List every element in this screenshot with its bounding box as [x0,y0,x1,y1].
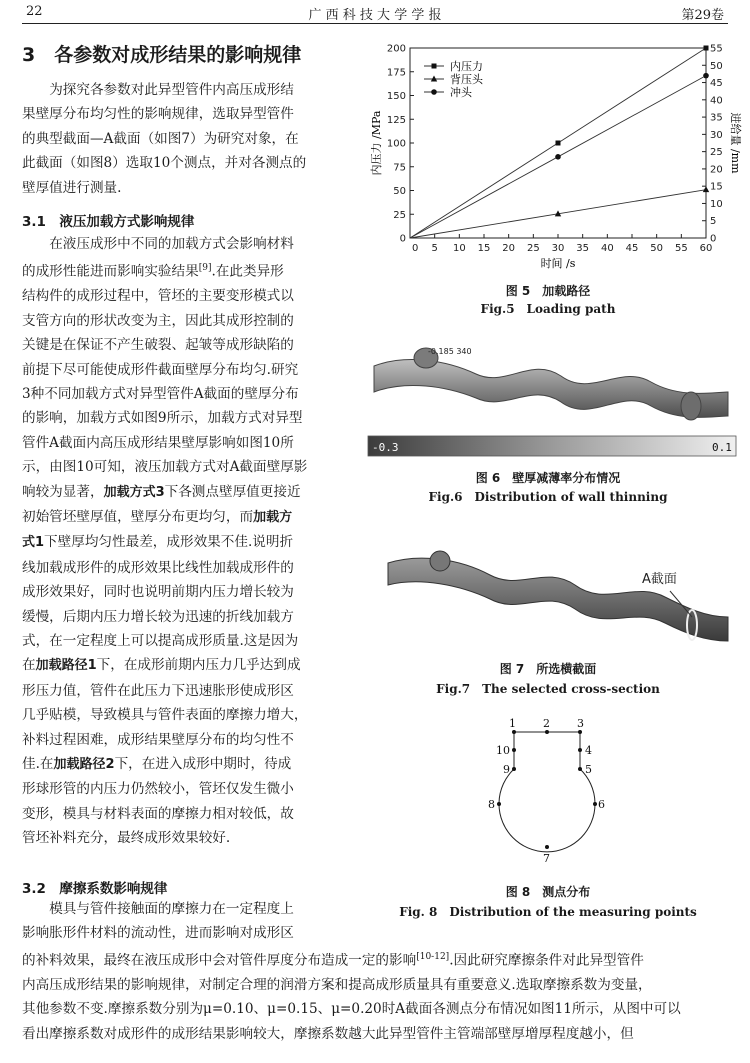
fig7-branch [430,551,450,571]
fig8-point-1 [512,730,516,734]
fig5-ytick-left-label: 25 [393,209,406,221]
fig5-series-1-point [556,141,561,146]
fig8-caption-en: Fig. 8 Distribution of the measuring points [399,905,697,919]
fig5-ylabel-right: 进给量 /mm [729,112,742,174]
fig5-ytick-right-label: 55 [710,43,723,55]
fig5-ytick-right-label: 5 [710,216,717,228]
fig8-points [497,730,597,849]
fig5-ytick-right-label: 40 [710,95,723,107]
fig8-point-7 [545,845,549,849]
fig5-xtick-label: 55 [674,243,688,254]
fig5-xlabel: 时间 /s [540,257,576,270]
fig8-label-8: 8 [488,798,495,811]
fig5-caption-cn: 图 5 加载路径 [505,284,591,298]
section-3-1-body: 在液压成形中不同的加载方式会影响材料 的成形性能进而影响实验结果[9].在此类异形 结构件的成形过程中，管坯的主要变形模式以 支管方向的形状改变为主，因此其成形控制的 关键是在保证不产生破裂、起皱等成形缺陷的 前提下尽可能使成形件截面壁厚分布均匀.研究 3种不同加载方式对异型管件A截面的壁厚分布 的影响，加载方式如图9所示，加载方式对异型 管件A截面内高压成形结果壁厚影响如图10所 示，由图10可知，液压加载方式对A截面壁厚影 响较为显著，加载方式3下各测点壁厚值更接近 初始管坯壁厚值，壁厚分布更均匀，而加载方 式1下壁厚均匀性最差，成形效果不佳.说明折 线加载成形件的成形效果比线性加载成形件的 成形效果好，同时也说明前期内压力增长较为 缓慢，后期内压力增长较为迅速的折线加载方 式，在一定程度上可以提高成形质量.这是因为 在加载路径1下，在成形前期内压力几乎达到成 形压力值，管件在此压力下迅速胀形使成形区 几乎贴模，导致模具与管件表面的摩擦力增大， 补料过程困难，成形结果壁厚分布的均匀性不 佳.在加载路径2下，在进入成形中期时，待成 形球形管的内压力仍然较小，管坯仅发生微小 变形，模具与材料表面的摩擦力相对较低，故 管坯补料充分，最终成形效果较好. [22,236,308,847]
fig8-label-1: 1 [509,717,516,730]
fig8-label-10: 10 [496,744,510,757]
fig8-point-6 [593,802,597,806]
fig8-label-3: 3 [577,717,584,730]
fig5-caption-en: Fig.5 Loading path [480,302,616,316]
fig7-caption-en: Fig.7 The selected cross-section [436,682,660,696]
fig8-label-2: 2 [543,717,550,730]
fig5-ylabel-left: 内压力 /MPa [370,110,383,176]
volume-label: 第29卷 [681,8,724,23]
fig5-xtick-label: 60 [699,243,713,254]
fig5-series-1-point [704,46,709,51]
fig5-xtick-label: 15 [477,243,491,254]
section-3-2-body: 模具与管件接触面的摩擦力在一定程度上 影响胀形件材料的流动性，进而影响对成形区 [22,901,294,942]
fig5-ytick-left-label: 50 [393,186,406,197]
fig6-color-scale [368,436,736,456]
fig5-chart [362,38,742,280]
section-3-intro: 为探究各参数对此异型管件内高压成形结 果壁厚分布均匀性的影响规律，选取异型管件 的典型截面—A截面（如图7）为研究对象，在 此截面（如图8）选取10个测点，并对各测点的 壁厚值进行测量. [22,82,307,196]
fig8-label-4: 4 [585,744,592,757]
fig5-legend-label-3: 冲头 [450,86,472,99]
fig6-caption-en: Fig.6 Distribution of wall thinning [428,490,668,504]
fig8-caption-cn: 图 8 测点分布 [505,885,591,899]
fig5-legend [424,59,484,99]
journal-title: 广 西 科 技 大 学 学 报 [308,8,442,23]
fig5-ytick-left-label: 175 [386,67,406,79]
fig5-ytick-left-label: 100 [386,138,406,150]
fig5-ytick-left-label: 0 [399,233,406,245]
fig5-xtick-label: 35 [576,243,590,254]
header-rule [22,23,728,24]
fig8-label-6: 6 [598,798,605,811]
fig8-point-2 [545,730,549,734]
fig8-point-3 [578,730,582,734]
section-3-title: 3 各参数对成形结果的影响规律 [22,44,302,66]
fig7-label: A截面 [642,572,677,587]
fig8-label-9: 9 [503,763,510,776]
fig8-label-5: 5 [585,763,592,776]
section-3-2-title: 3.2 摩擦系数影响规律 [22,881,168,897]
fig5-xtick-label: 0 [412,243,419,254]
fig8-point-8 [497,802,501,806]
fig5-series-3-point [703,73,709,79]
fig5-ytick-left-label: 125 [386,114,406,126]
section-3-2-fullwidth: 的补料效果，最终在液压成形中会对管件厚度分布造成一定的影响[10-12].因此研究摩擦条件对此异型管件 内高压成形结果的影响规律，对制定合理的润滑方案和提高成形质量具有重要意义.选取摩擦系数为变量， 其他参数不变.摩擦系数分别为μ=0.10、μ=0.15、μ=0.20时A截面各测点分布情况如图11所示，从图中可以 看出摩擦系数对成形件的成形结果影响较大，摩擦系数越大此异型管件主管端部壁厚增厚程度越小，但 [22,952,681,1042]
citation: [10-12] [416,952,450,962]
fig5-series-3-point [555,154,561,160]
fig5-legend-label-1: 内压力 [450,60,483,73]
fig5-ytick-left-label: 75 [393,162,406,174]
fig5-ytick-left-label: 200 [386,43,406,55]
fig7-caption-cn: 图 7 所选横截面 [499,662,597,676]
fig5-xtick-label: 10 [452,243,466,254]
fig5-xtick-label: 30 [551,243,565,254]
fig8-diagram [480,712,620,872]
fig5-xtick-label: 20 [502,243,516,254]
fig8-point-10 [512,748,516,752]
fig5-ytick-right-label: 35 [710,112,723,124]
fig5-ytick-right-label: 45 [710,78,723,90]
fig6-label-value: -0.185 340 [428,347,472,356]
fig5-xtick-label: 25 [526,243,540,254]
fig5-ytick-left-label: 150 [386,91,406,102]
fig5-ytick-right-label: 15 [710,181,723,193]
fig8-label-7: 7 [543,852,550,865]
fig5-legend-label-2: 背压头 [450,73,483,86]
fig5-xtick-label: 45 [625,243,639,254]
fig5-series-2-point [703,186,709,192]
fig5-ytick-right-label: 50 [710,60,723,72]
fig5-xtick-label: 5 [431,243,438,254]
fig5-legend-marker-2 [431,76,437,82]
fig5-ytick-right-label: 0 [710,233,717,245]
fig6-branch-right [681,392,701,420]
fig5-xtick-label: 50 [650,243,664,254]
fig5-legend-marker-1 [432,64,437,69]
fig5-ytick-right-label: 30 [710,129,723,141]
fig8-point-9 [512,767,516,771]
fig8-point-4 [578,748,582,752]
fig7-image [380,545,740,653]
fig6-scale-max: 0.1 [712,441,732,454]
citation: [9] [198,263,212,274]
fig8-point-5 [578,767,582,771]
fig5-ytick-right-label: 10 [710,198,723,210]
page-number: 22 [26,4,43,19]
fig5-ytick-right-label: 25 [710,147,723,159]
fig5-legend-marker-3 [431,89,437,95]
fig5-ytick-right-label: 20 [710,164,723,176]
fig6-caption-cn: 图 6 壁厚减薄率分布情况 [475,471,621,485]
fig5-xtick-label: 40 [600,243,614,254]
fig6-scale-min: -0.3 [372,441,399,454]
fig6-image [366,340,738,460]
section-3-1-title: 3.1 液压加载方式影响规律 [22,214,195,230]
